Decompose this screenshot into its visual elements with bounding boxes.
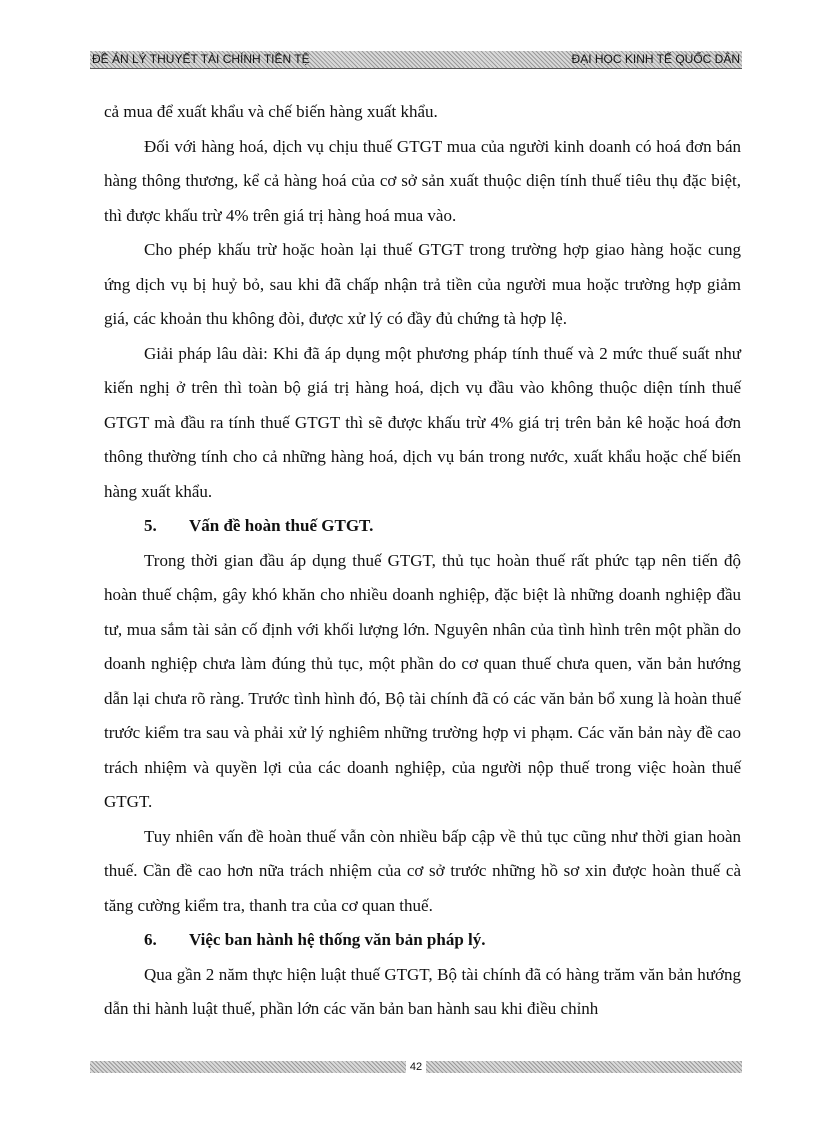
paragraph: Giải pháp lâu dài: Khi đã áp dụng một phương pháp tính thuế và 2 mức thuế suất như kiến nghị ở trên thì toàn bộ giá trị hàng hoá, dịch vụ đầu vào không thuộc diện tính thuế GTGT mà đầu ra tính thuế GTGT thì sẽ được khấu trừ 4% giá trị trên bản kê hoặc hoá đơn thông thường tính cho cả những hàng hoá, dịch vụ bán trong nước, xuất khẩu hoặc chế biến hàng xuất khẩu. bbox=[104, 343, 741, 501]
section-number: 5. bbox=[144, 516, 157, 535]
paragraph: cả mua để xuất khẩu và chế biến hàng xuất khẩu. bbox=[104, 102, 438, 121]
document-body bbox=[104, 95, 741, 1027]
page-number: 42 bbox=[406, 1061, 426, 1073]
section-heading-6 bbox=[104, 923, 741, 958]
section-title: Vấn đề hoàn thuế GTGT. bbox=[189, 516, 374, 535]
paragraph: Đối với hàng hoá, dịch vụ chịu thuế GTGT mua của người kinh doanh có hoá đơn bán hàng thông thương, kể cả hàng hoá của cơ sở sản xuất thuộc diện tính thuế tiêu thụ đặc biệt, thì được khấu trừ 4% trên giá trị hàng hoá mua vào. bbox=[104, 136, 741, 225]
section-heading-5 bbox=[104, 509, 741, 544]
header-right-title: ĐẠI HỌC KINH TẾ QUỐC DÂN bbox=[571, 52, 740, 66]
page-footer bbox=[90, 1061, 742, 1073]
paragraph: Trong thời gian đầu áp dụng thuế GTGT, thủ tục hoàn thuế rất phức tạp nên tiến độ hoàn thuế chậm, gây khó khăn cho nhiều doanh nghiệp, đặc biệt là những doanh nghiệp đầu tư, mua sắm tài sản cố định với khối lượng lớn. Nguyên nhân của tình hình trên một phần do doanh nghiệp chưa làm đúng thủ tục, một phần do cơ quan thuế chưa quen, văn bản hướng dẫn lại chưa rõ ràng. Trước tình hình đó, Bộ tài chính đã có các văn bản bổ xung là hoàn thuế trước kiểm tra sau và phải xử lý nghiêm những trường hợp vi phạm. Các văn bản này đề cao trách nhiệm và quyền lợi của các doanh nghiệp, của người nộp thuế trong việc hoàn thuế GTGT. bbox=[104, 550, 741, 811]
page-number-wrap bbox=[90, 1061, 742, 1073]
paragraph: Qua gần 2 năm thực hiện luật thuế GTGT, Bộ tài chính đã có hàng trăm văn bản hướng dẫn thi hành luật thuế, phần lớn các văn bản ban hành sau khi điều chỉnh bbox=[104, 964, 741, 1018]
header-left-title: ĐỀ ÁN LÝ THUYẾT TÀI CHÍNH TIỀN TỆ bbox=[92, 52, 310, 66]
section-title: Việc ban hành hệ thống văn bản pháp lý. bbox=[189, 930, 486, 949]
page-header bbox=[90, 51, 742, 69]
section-number: 6. bbox=[144, 930, 157, 949]
paragraph: Tuy nhiên vấn đề hoàn thuế vẫn còn nhiều bấp cập về thủ tục cũng như thời gian hoàn thuế. Cần đề cao hơn nữa trách nhiệm của cơ sở trước những hồ sơ xin được hoàn thuế cà tăng cường kiểm tra, thanh tra của cơ quan thuế. bbox=[104, 826, 741, 915]
paragraph: Cho phép khấu trừ hoặc hoàn lại thuế GTGT trong trường hợp giao hàng hoặc cung ứng dịch vụ bị huỷ bỏ, sau khi đã chấp nhận trả tiền của người mua hoặc trường hợp giảm giá, các khoản thu không đòi, được xử lý có đầy đủ chứng tà hợp lệ. bbox=[104, 240, 741, 328]
